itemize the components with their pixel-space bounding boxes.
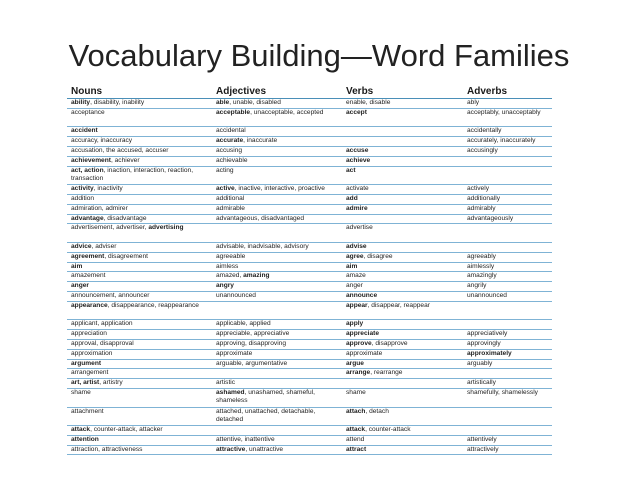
word-text: acting (216, 166, 234, 174)
noun-cell (67, 436, 213, 445)
word-text: able (216, 99, 230, 106)
adverb-cell (464, 369, 552, 378)
word-text: admire (346, 204, 368, 212)
adjective-cell (213, 147, 343, 156)
word-text: advisable, inadvisable, advisory (216, 242, 309, 250)
adverb-cell (464, 243, 552, 252)
adjective-cell (213, 137, 343, 146)
adverb-cell (464, 320, 552, 329)
word-text: , unashamed, shameful, shameless (216, 388, 315, 405)
noun-cell (67, 446, 213, 455)
table-header (67, 82, 552, 99)
adjective-cell (213, 330, 343, 339)
word-text: amaze (346, 272, 366, 280)
word-text: acceptably, unacceptably (467, 108, 541, 116)
word-text: amazingly (467, 272, 497, 280)
noun-cell (67, 379, 213, 388)
adverb-cell (464, 282, 552, 291)
word-text: admirable (216, 204, 245, 212)
adverb-cell (464, 389, 552, 407)
verb-cell (343, 243, 464, 252)
adverb-cell (464, 408, 552, 426)
word-text: approximation (71, 349, 113, 357)
word-text: applicant, application (71, 320, 133, 328)
adjective-cell (213, 426, 343, 435)
table-body (67, 99, 552, 455)
word-text: artistic (216, 379, 236, 387)
adverb-cell (464, 379, 552, 388)
noun-cell (67, 408, 213, 426)
word-text: , counter-attack (365, 426, 411, 434)
adverb-cell (464, 446, 552, 455)
word-text: shame (346, 388, 366, 396)
adverb-cell (464, 330, 552, 339)
noun-cell (67, 224, 213, 242)
word-text: attach (346, 407, 366, 415)
adjective-cell (213, 195, 343, 204)
word-text: advantageous, disadvantaged (216, 214, 304, 222)
slide-title: Vocabulary Building—Word Families (68, 38, 570, 73)
adjective-cell (213, 99, 343, 108)
word-text: , adviser (91, 242, 117, 250)
adjective-cell (213, 224, 343, 242)
word-text: , rearrange (370, 369, 403, 377)
table-row (67, 360, 552, 370)
word-text: approximately (467, 349, 512, 357)
verb-cell (343, 340, 464, 349)
word-text: active (216, 185, 235, 193)
word-text: , unattractive (245, 445, 284, 453)
verb-cell (343, 99, 464, 108)
header-adverbs: Adverbs (467, 86, 508, 97)
word-text: unannounced (467, 291, 507, 299)
table-row (67, 389, 552, 408)
adverb-cell (464, 340, 552, 349)
word-text: amazed, (216, 272, 244, 280)
word-text: activity (71, 185, 94, 193)
header-adjectives: Adjectives (216, 86, 267, 97)
adverb-cell (464, 99, 552, 108)
noun-cell (67, 243, 213, 252)
table-row (67, 292, 552, 302)
adjective-cell (213, 127, 343, 136)
noun-cell (67, 167, 213, 185)
verb-cell (343, 282, 464, 291)
verb-cell (343, 205, 464, 214)
noun-cell (67, 253, 213, 262)
word-text: , detach (365, 407, 389, 415)
verb-cell (343, 127, 464, 136)
adjective-cell (213, 167, 343, 185)
table-row (67, 302, 552, 321)
word-text: unannounced (216, 291, 256, 299)
noun-cell (67, 340, 213, 349)
word-text: appreciable, appreciative (216, 330, 290, 338)
verb-cell (343, 167, 464, 185)
word-text: agreeably (467, 252, 496, 260)
adjective-cell (213, 320, 343, 329)
word-text: agreeable (216, 252, 246, 260)
noun-cell (67, 272, 213, 281)
table-row (67, 185, 552, 195)
word-text: , disagreement (104, 252, 148, 260)
word-text: , disappearance, reappearance (107, 301, 199, 309)
word-text: aimlessly (467, 262, 495, 270)
word-text: add (346, 194, 358, 202)
noun-cell (67, 369, 213, 378)
word-text: aim (346, 262, 358, 270)
noun-cell (67, 127, 213, 136)
word-text: arguable, argumentative (216, 359, 288, 367)
adverb-cell (464, 185, 552, 194)
verb-cell (343, 330, 464, 339)
word-text: actively (467, 185, 489, 193)
word-text: attentive, inattentive (216, 435, 275, 443)
word-text: announcement, announcer (71, 291, 150, 299)
verb-cell (343, 137, 464, 146)
word-text: ashamed (216, 388, 245, 396)
verb-cell (343, 360, 464, 369)
word-text: approvingly (467, 339, 501, 347)
table-row (67, 446, 552, 456)
word-text: accurately, inaccurately (467, 137, 536, 145)
word-text: attractively (467, 445, 499, 453)
word-text: arrange (346, 369, 371, 377)
word-text: advantageously (467, 214, 514, 222)
adverb-cell (464, 292, 552, 301)
noun-cell (67, 185, 213, 194)
adverb-cell (464, 350, 552, 359)
word-text: achievement (71, 156, 111, 164)
word-text: shame (71, 388, 91, 396)
word-text: approximate (346, 349, 383, 357)
verb-cell (343, 350, 464, 359)
adjective-cell (213, 272, 343, 281)
header-nouns: Nouns (71, 86, 103, 97)
word-text: attentively (467, 435, 497, 443)
adverb-cell (464, 263, 552, 272)
verb-cell (343, 157, 464, 166)
adverb-cell (464, 147, 552, 156)
adverb-cell (464, 436, 552, 445)
word-text: achieve (346, 156, 371, 164)
adjective-cell (213, 243, 343, 252)
noun-cell (67, 137, 213, 146)
word-text: appreciate (346, 330, 379, 338)
verb-cell (343, 369, 464, 378)
word-text: appearance (71, 301, 108, 309)
table-row (67, 379, 552, 389)
noun-cell (67, 147, 213, 156)
verb-cell (343, 426, 464, 435)
word-text: acceptance (71, 108, 105, 116)
word-text: advantage (71, 214, 104, 222)
adverb-cell (464, 253, 552, 262)
adjective-cell (213, 185, 343, 194)
adverb-cell (464, 157, 552, 166)
word-text: aimless (216, 262, 239, 270)
word-text: angry (216, 282, 234, 290)
table-row (67, 147, 552, 157)
word-text: attachment (71, 407, 104, 415)
word-text: , inaction, interaction, reaction, transaction (71, 166, 194, 182)
adjective-cell (213, 292, 343, 301)
table-row (67, 272, 552, 282)
table-row (67, 215, 552, 225)
word-text: approving, disapproving (216, 339, 287, 347)
word-text: advertising (148, 224, 184, 232)
noun-cell (67, 157, 213, 166)
word-text: advertise (346, 224, 373, 232)
word-text: accidentally (467, 127, 502, 135)
word-text: accusation, the accused, accuser (71, 146, 169, 154)
word-text: anger (71, 282, 89, 290)
noun-cell (67, 99, 213, 108)
table-row (67, 282, 552, 292)
word-text: enable, disable (346, 99, 391, 106)
verb-cell (343, 302, 464, 320)
word-text: acceptable (216, 108, 251, 116)
noun-cell (67, 320, 213, 329)
adjective-cell (213, 360, 343, 369)
word-text: approval, disapproval (71, 339, 134, 347)
word-text: angrily (467, 282, 487, 290)
header-verbs: Verbs (346, 86, 374, 97)
word-text: argument (71, 359, 102, 367)
adjective-cell (213, 369, 343, 378)
table-row (67, 167, 552, 186)
table-row (67, 99, 552, 109)
table-row (67, 350, 552, 360)
noun-cell (67, 215, 213, 224)
adverb-cell (464, 205, 552, 214)
word-text: amazing (243, 272, 270, 280)
word-text: admiration, admirer (71, 204, 128, 212)
word-text: , counter-attack, attacker (90, 426, 163, 434)
word-text: admirably (467, 204, 496, 212)
adjective-cell (213, 340, 343, 349)
word-text: , achiever (110, 156, 140, 164)
adverb-cell (464, 109, 552, 127)
noun-cell (67, 282, 213, 291)
noun-cell (67, 360, 213, 369)
table-row (67, 320, 552, 330)
verb-cell (343, 195, 464, 204)
adjective-cell (213, 302, 343, 320)
word-text: , inactive, interactive, proactive (234, 185, 325, 193)
verb-cell (343, 320, 464, 329)
word-text: appear (346, 301, 368, 309)
table-row (67, 109, 552, 128)
word-text: activate (346, 185, 369, 193)
adverb-cell (464, 426, 552, 435)
table-row (67, 426, 552, 436)
adverb-cell (464, 127, 552, 136)
table-row (67, 340, 552, 350)
word-text: agreement (71, 252, 105, 260)
verb-cell (343, 292, 464, 301)
word-text: advertisement, advertiser, (71, 224, 149, 232)
adverb-cell (464, 215, 552, 224)
verb-cell (343, 408, 464, 426)
word-text: approximate (216, 349, 253, 357)
word-text: accurate (216, 137, 244, 145)
word-text: attack (71, 426, 91, 434)
word-text: shamefully, shamelessly (467, 388, 538, 396)
adjective-cell (213, 215, 343, 224)
word-text: approve (346, 339, 372, 347)
verb-cell (343, 389, 464, 407)
word-text: attack (346, 426, 366, 434)
verb-cell (343, 147, 464, 156)
noun-cell (67, 109, 213, 127)
word-text: accidental (216, 127, 246, 135)
word-text: arrangement (71, 369, 109, 377)
adjective-cell (213, 263, 343, 272)
word-text: , disagree (363, 252, 393, 260)
word-text: ably (467, 99, 480, 106)
noun-cell (67, 195, 213, 204)
word-text: , inaccurate (243, 137, 278, 145)
table-row (67, 408, 552, 427)
adjective-cell (213, 157, 343, 166)
noun-cell (67, 330, 213, 339)
table-row (67, 127, 552, 137)
adverb-cell (464, 195, 552, 204)
verb-cell (343, 446, 464, 455)
word-text: attention (71, 435, 99, 443)
verb-cell (343, 185, 464, 194)
word-text: argue (346, 359, 364, 367)
adverb-cell (464, 167, 552, 185)
word-text: appreciatively (467, 330, 508, 338)
verb-cell (343, 215, 464, 224)
word-text: , unable, disabled (229, 99, 281, 106)
verb-cell (343, 263, 464, 272)
word-text: advise (346, 242, 367, 250)
table-row (67, 195, 552, 205)
noun-cell (67, 350, 213, 359)
word-families-table (67, 82, 552, 455)
word-text: accept (346, 108, 367, 116)
adverb-cell (464, 360, 552, 369)
verb-cell (343, 109, 464, 127)
word-text: aim (71, 262, 83, 270)
word-text: accuracy, inaccuracy (71, 137, 133, 145)
noun-cell (67, 292, 213, 301)
table-row (67, 137, 552, 147)
word-text: advice (71, 242, 92, 250)
word-text: anger (346, 282, 363, 290)
table-row (67, 224, 552, 243)
verb-cell (343, 224, 464, 242)
word-text: , artistry (99, 379, 123, 387)
adverb-cell (464, 302, 552, 320)
adverb-cell (464, 137, 552, 146)
adjective-cell (213, 282, 343, 291)
word-text: amazement (71, 272, 106, 280)
noun-cell (67, 263, 213, 272)
word-text: , disadvantage (103, 214, 147, 222)
word-text: appreciation (71, 330, 107, 338)
word-text: attractive (216, 445, 246, 453)
noun-cell (67, 205, 213, 214)
table-row (67, 330, 552, 340)
word-text: , disappear, reappear (367, 301, 430, 309)
word-text: applicable, applied (216, 320, 271, 328)
word-text: attached, unattached, detachable, detached (216, 407, 316, 423)
word-text: achievable (216, 156, 248, 164)
word-text: attract (346, 445, 367, 453)
adjective-cell (213, 253, 343, 262)
table-row (67, 157, 552, 167)
adjective-cell (213, 389, 343, 407)
noun-cell (67, 426, 213, 435)
adjective-cell (213, 436, 343, 445)
adjective-cell (213, 408, 343, 426)
table-row (67, 263, 552, 273)
word-text: act, action (71, 166, 104, 174)
adverb-cell (464, 272, 552, 281)
adjective-cell (213, 350, 343, 359)
word-text: , disapprove (371, 339, 408, 347)
noun-cell (67, 302, 213, 320)
word-text: arguably (467, 359, 493, 367)
word-text: accident (71, 127, 98, 135)
table-row (67, 205, 552, 215)
word-text: accusingly (467, 146, 498, 154)
adjective-cell (213, 205, 343, 214)
verb-cell (343, 253, 464, 262)
adjective-cell (213, 446, 343, 455)
word-text: ability (71, 99, 91, 106)
word-text: act (346, 166, 356, 174)
word-text: accuse (346, 146, 369, 154)
verb-cell (343, 272, 464, 281)
word-text: accusing (216, 146, 243, 154)
word-text: announce (346, 291, 378, 299)
table-row (67, 436, 552, 446)
word-text: additionally (467, 194, 500, 202)
word-text: agree (346, 252, 364, 260)
word-text: , inactivity (93, 185, 123, 193)
word-text: attend (346, 435, 365, 443)
word-text: attraction, attractiveness (71, 445, 143, 453)
verb-cell (343, 379, 464, 388)
word-text: , unacceptable, accepted (250, 108, 324, 116)
adjective-cell (213, 379, 343, 388)
word-text: , disability, inability (90, 99, 145, 106)
table-row (67, 369, 552, 379)
word-text: addition (71, 194, 95, 202)
word-text: artistically (467, 379, 496, 387)
word-text: additional (216, 194, 245, 202)
table-row (67, 243, 552, 253)
adjective-cell (213, 109, 343, 127)
adverb-cell (464, 224, 552, 242)
word-text: art, artist (71, 379, 100, 387)
table-row (67, 253, 552, 263)
noun-cell (67, 389, 213, 407)
verb-cell (343, 436, 464, 445)
word-text: apply (346, 320, 364, 328)
